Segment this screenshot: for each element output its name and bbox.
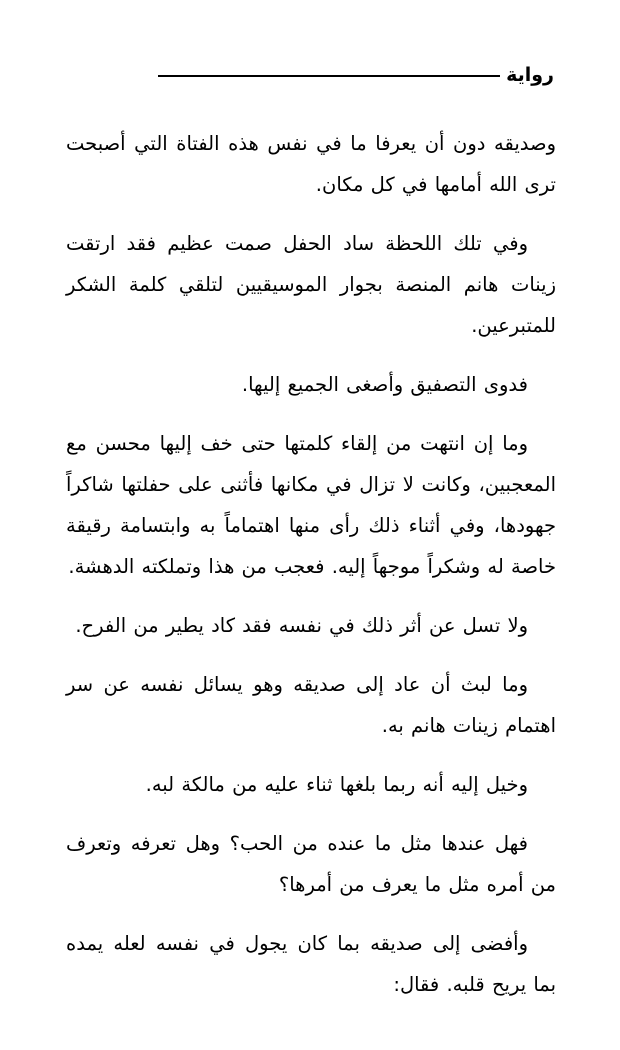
paragraph: وفي تلك اللحظة ساد الحفل صمت عظيم فقد ارتقت زينات هانم المنصة بجوار الموسيقيين لتلقي كلمة الشكر للمتبرعين.	[66, 232, 556, 337]
paragraph: فدوى التصفيق وأصغى الجميع إليها.	[241, 373, 528, 396]
paragraph: وصديقه دون أن يعرفا ما في نفس هذه الفتاة التي أصبحت ترى الله أمامها في كل مكان.	[66, 132, 556, 196]
text-body	[66, 123, 556, 1023]
paragraph: فهل عندها مثل ما عنده من الحب؟ وهل تعرفه وتعرف من أمره مثل ما يعرف من أمرها؟	[66, 832, 556, 896]
paragraph: وما لبث أن عاد إلى صديقه وهو يسائل نفسه عن سر اهتمام زينات هانم به.	[66, 673, 556, 737]
paragraph: ولا تسل عن أثر ذلك في نفسه فقد كاد يطير من الفرح.	[75, 614, 528, 637]
running-header	[158, 58, 554, 92]
paragraph: وما إن انتهت من إلقاء كلمتها حتى خف إليها محسن مع المعجبين، وكانت لا تزال في مكانها فأثنى على حفلتها شاكراً جهودها، وفي أثناء ذلك رأى منها اهتماماً به وابتسامة رقيقة خاصة له وشكراً موجهاً إليه. فعجب من هذا وتملكته الدهشة.	[66, 432, 556, 578]
paragraph: وأفضى إلى صديقه بما كان يجول في نفسه لعله يمده بما يريح قلبه. فقال:	[66, 932, 556, 996]
running-header-title: رواية	[506, 64, 554, 86]
header-rule	[158, 75, 500, 77]
paragraph: وخيل إليه أنه ربما بلغها ثناء عليه من مالكة لبه.	[145, 773, 528, 796]
